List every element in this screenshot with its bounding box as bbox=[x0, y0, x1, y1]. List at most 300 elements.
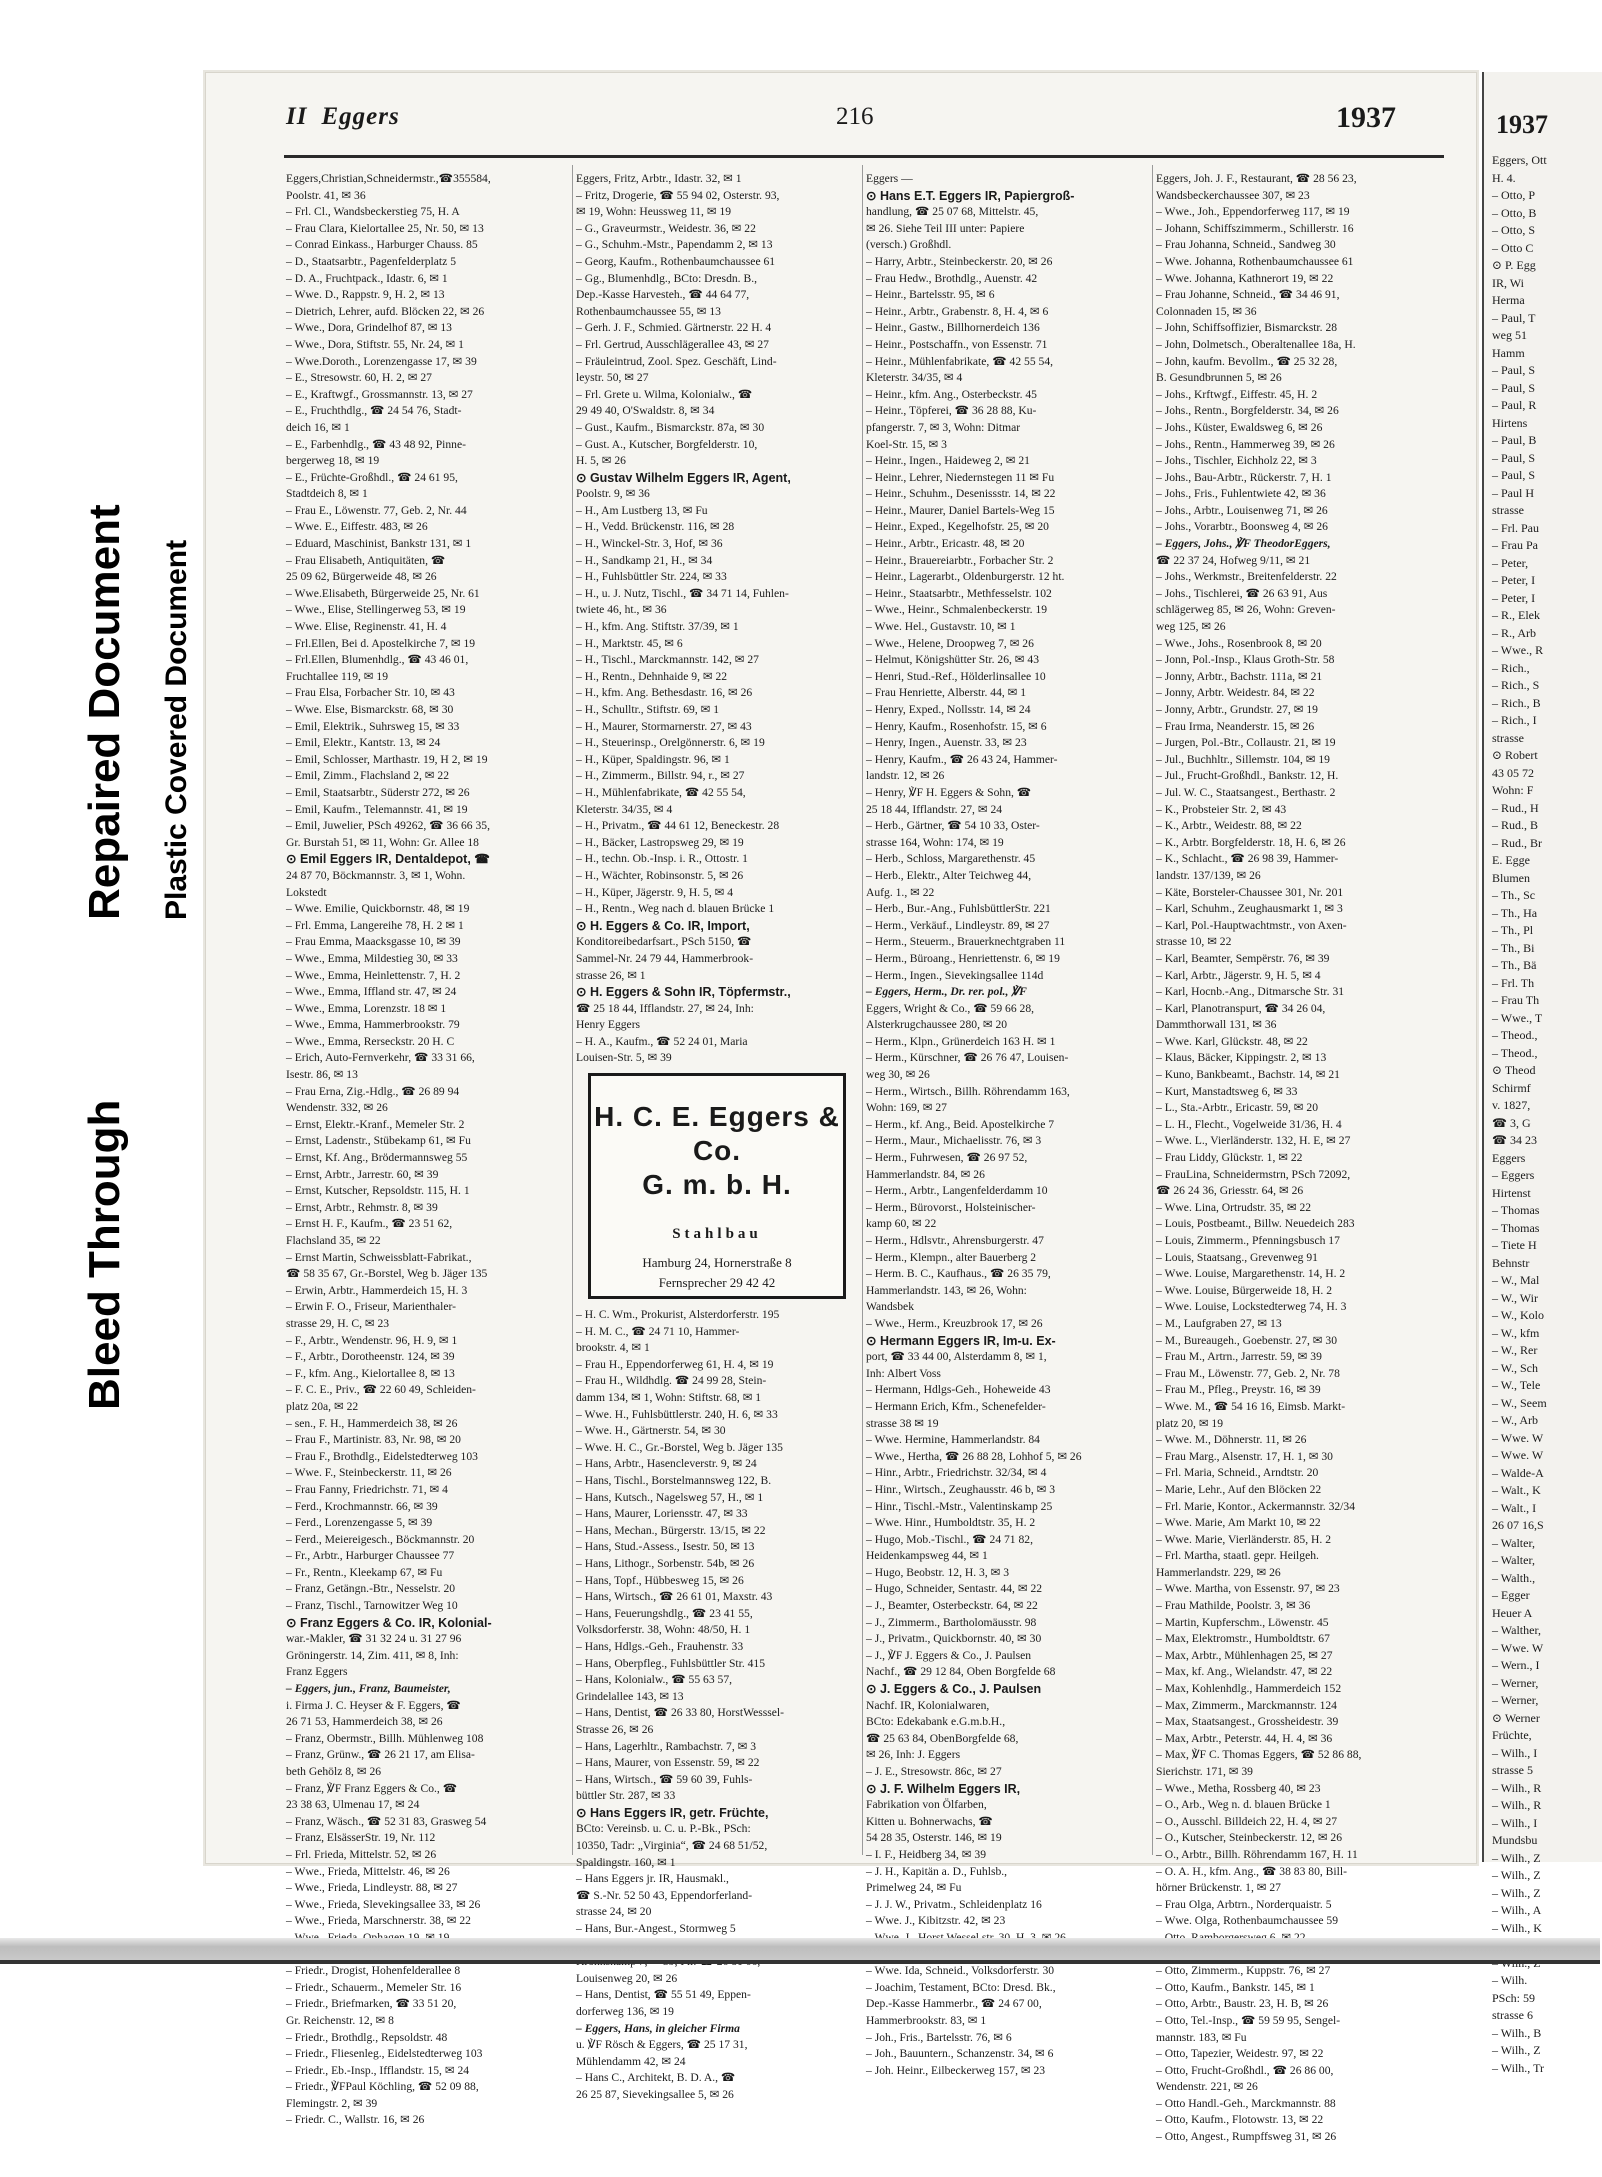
directory-entry-line: – Frau H., Eppendorferweg 61, H. 4, ✉ 19 bbox=[576, 1357, 774, 1371]
adjacent-page-line: – W., Wir bbox=[1492, 1290, 1538, 1305]
directory-entry-line: – Hermann Erich, Kfm., Schenefelder- bbox=[866, 1399, 1046, 1413]
directory-entry-line: – Max, kf. Ang., Wielandstr. 47, ✉ 22 bbox=[1156, 1665, 1333, 1679]
directory-entry-line: – Otto, Arbtr., Baustr. 23, H. B, ✉ 26 bbox=[1156, 1997, 1329, 2011]
directory-entry-line: – K., Schlacht., ☎ 26 98 39, Hammer- bbox=[1156, 852, 1339, 866]
directory-entry-line: – Ernst, Kf. Ang., Brödermannsweg 55 bbox=[286, 1151, 468, 1165]
directory-entry-line: – Frau E., Löwenstr. 77, Geb. 2, Nr. 44 bbox=[286, 503, 467, 517]
adjacent-page-line: Heuer A bbox=[1492, 1605, 1533, 1620]
directory-entry-line: – J., Beamter, Osterbeckstr. 64, ✉ 22 bbox=[866, 1599, 1038, 1613]
adjacent-page-line: Herma bbox=[1492, 293, 1525, 307]
adjacent-page-line: – Wern., I bbox=[1492, 1658, 1540, 1672]
directory-entry-line: – Erwin, Arbtr., Hammerdeich 15, H. 3 bbox=[286, 1283, 468, 1297]
directory-entry-line: – Dietrich, Lehrer, aufd. Blöcken 22, ✉ 26 bbox=[286, 304, 485, 318]
adjacent-page-line: – Wilh., Z bbox=[1492, 1850, 1541, 1865]
directory-entry-line: – Heinr., Maurer, Daniel Bartels-Weg 15 bbox=[866, 503, 1055, 517]
adjacent-page-line: – Wilh., B bbox=[1492, 2025, 1542, 2040]
adjacent-page-line: – Peter, I bbox=[1492, 573, 1536, 587]
directory-entry-line: ☎ 26 24 36, Griesstr. 64, ✉ 26 bbox=[1156, 1184, 1304, 1198]
adjacent-page-line: – Werner, bbox=[1492, 1675, 1539, 1690]
adjacent-page-line: – Rich., bbox=[1492, 660, 1530, 675]
directory-entry-line: Stadtdeich 8, ✉ 1 bbox=[286, 487, 368, 501]
directory-entry-line: Hammerbrookstr. 83, ✉ 1 bbox=[866, 2013, 987, 2027]
adjacent-page-line: ⊙ Werner bbox=[1492, 1710, 1540, 1725]
directory-entry-line: – H., kfm. Ang. Stiftstr. 37/39, ✉ 1 bbox=[576, 620, 739, 634]
adjacent-page-line: – Wilh., R bbox=[1492, 1780, 1542, 1795]
directory-entry-line: – Herm., Büroang., Henriettenstr. 6, ✉ 19 bbox=[866, 951, 1060, 965]
directory-entry-line: ☎ 25 18 44, Ifflandstr. 27, ✉ 24, Inh: bbox=[576, 1001, 754, 1015]
directory-entry-line: – H., Am Lustberg 13, ✉ Fu bbox=[576, 503, 708, 517]
directory-entry-line: ⊙ Hans E.T. Eggers IR, Papiergroß- bbox=[866, 188, 1075, 203]
directory-entry-line: – Herm., Maur., Michaelisstr. 76, ✉ 3 bbox=[866, 1134, 1042, 1148]
header-rule bbox=[284, 155, 1444, 158]
adjacent-page-line: – W., Seem bbox=[1492, 1395, 1547, 1410]
directory-entry-line: – J. E., Stresowstr. 86c, ✉ 27 bbox=[866, 1765, 1002, 1778]
directory-entry-line: – Franz, Getängn.-Btr., Nesselstr. 20 bbox=[286, 1582, 456, 1596]
directory-entry-line: – Wwe. Hermine, Hammerlandstr. 84 bbox=[866, 1433, 1040, 1447]
directory-entry-line: – Frau F., Brothdlg., Eidelstedterweg 103 bbox=[286, 1449, 478, 1463]
directory-entry-line: Grindelallee 143, ✉ 13 bbox=[576, 1689, 684, 1703]
directory-entry-line: – Wwe., Frieda, Lindleystr. 88, ✉ 27 bbox=[286, 1881, 458, 1895]
directory-entry-line: ⊙ Hans Eggers IR, getr. Früchte, bbox=[576, 1805, 769, 1820]
directory-entry-line: – Henri, Stud.-Ref., Hölderlinsallee 10 bbox=[866, 669, 1046, 683]
directory-entry-line: platz 20a, ✉ 22 bbox=[286, 1399, 359, 1413]
directory-entry-line: – O., Ausschl. Billdeich 22, H. 4, ✉ 27 bbox=[1156, 1814, 1338, 1828]
directory-entry-line: – Hans, Dentist, ☎ 55 51 49, Eppen- bbox=[576, 1988, 751, 2002]
repaired-document-label: Repaired Document bbox=[80, 504, 129, 920]
adjacent-page-line: – Otto, P bbox=[1492, 188, 1536, 202]
directory-entry-line: – Herm., Bürovorst., Holsteinischer- bbox=[866, 1200, 1036, 1214]
directory-entry-line: Flemingstr. 2, ✉ 39 bbox=[286, 2096, 378, 2110]
directory-entry-line: – Heinr., Gastw., Billhornerdeich 136 bbox=[866, 321, 1040, 335]
directory-entry-line: – O., Arb., Weg n. d. blauen Brücke 1 bbox=[1156, 1798, 1331, 1812]
directory-entry-line: – Frau Clara, Kielortallee 25, Nr. 50, ✉ 13 bbox=[286, 221, 484, 235]
directory-entry-line: – Wwe. D., Rappstr. 9, H. 2, ✉ 13 bbox=[286, 288, 445, 302]
directory-entry-line: Strasse 26, ✉ 26 bbox=[576, 1722, 654, 1736]
directory-entry-line: – Frau Marg., Alsenstr. 17, H. 1, ✉ 30 bbox=[1156, 1449, 1333, 1463]
directory-entry-line: ⊙ H. Eggers & Co. IR, Import, bbox=[576, 918, 750, 933]
directory-entry-line: – Otto, Kaufm., Bankstr. 145, ✉ 1 bbox=[1156, 1980, 1315, 1994]
directory-entry-line: ✉ 26. Siehe Teil III unter: Papiere bbox=[866, 221, 1025, 235]
directory-entry-line: – J. J. W., Privatm., Schleidenplatz 16 bbox=[866, 1897, 1042, 1911]
directory-entry-line: – Hans, Dentist, ☎ 26 33 80, HorstWesssel- bbox=[576, 1706, 785, 1720]
directory-entry-line: – Wwe. Marie, Vierländerstr. 85, H. 2 bbox=[1156, 1532, 1331, 1546]
directory-entry-line: – Wwe., Johs., Rosenbrook 8, ✉ 20 bbox=[1156, 636, 1322, 650]
column-divider bbox=[1152, 165, 1153, 1855]
adjacent-page-line: – Walther, bbox=[1492, 1623, 1541, 1637]
directory-entry-line: – Frau Mathilde, Poolstr. 3, ✉ 36 bbox=[1156, 1599, 1311, 1613]
directory-entry-line: – Emil, Staatsarbtr., Süderstr 272, ✉ 26 bbox=[286, 785, 470, 799]
directory-entry-line: – Wwe., Helene, Droopweg 7, ✉ 26 bbox=[866, 636, 1034, 650]
directory-entry-line: – Emil, Juwelier, PSch 49262, ☎ 36 66 35, bbox=[286, 819, 490, 833]
directory-entry-line: – Wwe. Martha, von Essenstr. 97, ✉ 23 bbox=[1156, 1582, 1340, 1596]
adjacent-page-line: – Wilh., I bbox=[1492, 1815, 1538, 1830]
directory-entry-line: – D., Staatsarbtr., Pagenfelderplatz 5 bbox=[286, 254, 456, 268]
directory-entry-line: – H., Privatm., ☎ 44 61 12, Beneckestr. 28 bbox=[576, 819, 780, 833]
directory-entry-line: – Henry, Kaufm., Rosenhofstr. 15, ✉ 6 bbox=[866, 719, 1047, 733]
directory-entry-line: – John, Schiffsoffizier, Bismarckstr. 28 bbox=[1156, 321, 1338, 335]
directory-entry-line: – FrauLina, Schneidermstrn, PSch 72092, bbox=[1156, 1167, 1351, 1181]
adjacent-page-line: Wohn: F bbox=[1492, 783, 1534, 797]
directory-entry-line: – O., Kutscher, Steinbeckerstr. 12, ✉ 26 bbox=[1156, 1831, 1343, 1845]
directory-entry-line: ☎ S.-Nr. 52 50 43, Eppendorferland- bbox=[576, 1888, 753, 1902]
adjacent-page-line: – Paul, S bbox=[1492, 468, 1536, 482]
directory-entry-line: – J., Privatm., Quickbornstr. 40, ✉ 30 bbox=[866, 1632, 1042, 1646]
directory-entry-line: – Hans, Topf., Hübbesweg 15, ✉ 26 bbox=[576, 1573, 744, 1587]
adjacent-page-line: – Wilh., Z bbox=[1492, 2043, 1541, 2057]
directory-entry-line: – Heinr., Schuhm., Desenissstr. 14, ✉ 22 bbox=[866, 487, 1056, 501]
directory-entry-line: – H., u. J. Nutz, Tischl., ☎ 34 71 14, Fuhlen- bbox=[576, 586, 789, 600]
adjacent-page-line: 26 07 16,S bbox=[1492, 1518, 1544, 1532]
directory-entry-line: – Friedr., Drogist, Hohenfelderallee 8 bbox=[286, 1964, 461, 1978]
adjacent-page-line: IR, Wi bbox=[1492, 275, 1524, 290]
directory-entry-line: – Gust. A., Kutscher, Borgfelderstr. 10, bbox=[576, 437, 758, 451]
directory-entry-line: ✉ 19, Wohn: Heussweg 11, ✉ 19 bbox=[576, 205, 732, 219]
directory-entry-line: – Hans, Tischl., Borstelmannsweg 122, B. bbox=[576, 1474, 772, 1487]
directory-entry-line: – Ernst Martin, Schweissblatt-Fabrikat., bbox=[286, 1250, 472, 1264]
adjacent-page-line: – Walter, bbox=[1492, 1535, 1535, 1550]
directory-entry-line: – Herb., Elektr., Alter Teichweg 44, bbox=[866, 868, 1032, 882]
directory-entry-line: weg 30, ✉ 26 bbox=[866, 1068, 930, 1082]
directory-entry-line: – Ernst, Ladenstr., Stübekamp 61, ✉ Fu bbox=[286, 1134, 471, 1148]
page-header bbox=[206, 103, 1476, 143]
directory-entry-line: – Wwe. M., Döhnerstr. 11, ✉ 26 bbox=[1156, 1433, 1307, 1447]
directory-entry-line: – Hans Eggers jr. IR, Hausmakl., bbox=[576, 1872, 729, 1886]
directory-entry-line: – Frl.Ellen, Bei d. Apostelkirche 7, ✉ 19 bbox=[286, 636, 476, 650]
adjacent-page-line: – W., kfm bbox=[1492, 1325, 1540, 1340]
directory-entry-line: – H., Mühlenfabrikate, ☎ 42 55 54, bbox=[576, 785, 746, 799]
directory-entry-line: – Kuno, Bankbeamt., Bachstr. 14, ✉ 21 bbox=[1156, 1068, 1340, 1082]
directory-entry-line: twiete 46, ht., ✉ 36 bbox=[576, 603, 667, 617]
directory-entry-line: – F. C. E., Priv., ☎ 22 60 49, Schleiden- bbox=[286, 1383, 476, 1397]
directory-entry-line: – Henry, ℣F H. Eggers & Sohn, ☎ bbox=[866, 785, 1032, 799]
directory-entry-line: – Heinr., Postschaffn., von Essenstr. 71 bbox=[866, 337, 1048, 351]
directory-entry-line: – H., Maurer, Stormarnerstr. 27, ✉ 43 bbox=[576, 719, 752, 733]
adjacent-page-line: – Paul H bbox=[1492, 485, 1534, 500]
directory-entry-line: – Karl, Planotranspurt, ☎ 34 26 04, bbox=[1156, 1001, 1326, 1015]
directory-entry-line: – Herm., Fuhrwesen, ☎ 26 97 52, bbox=[866, 1151, 1028, 1165]
directory-entry-line: – I. F., Heidberg 34, ✉ 39 bbox=[866, 1847, 986, 1861]
adjacent-page-line: – Thomas bbox=[1492, 1220, 1540, 1235]
directory-entry-line: Aufg. 1., ✉ 22 bbox=[866, 885, 935, 899]
directory-entry-line: – Wwe., Emma, Mildestieg 30, ✉ 33 bbox=[286, 951, 458, 965]
directory-entry-line: – Herm., Klempn., alter Bauerberg 2 bbox=[866, 1250, 1037, 1264]
directory-entry-line: – Franz, ElsässerStr. 19, Nr. 112 bbox=[286, 1831, 436, 1845]
directory-entry-line: damm 134, ✉ 1, Wohn: Stiftstr. 68, ✉ 1 bbox=[576, 1391, 762, 1405]
directory-entry-line: – L. H., Flecht., Vogelweide 31/36, H. 4 bbox=[1156, 1117, 1342, 1131]
adjacent-page-line: – Thomas bbox=[1492, 1203, 1540, 1217]
directory-entry-line: beth Gehölz 8, ✉ 26 bbox=[286, 1765, 382, 1778]
adjacent-page-line: – Frl. Th bbox=[1492, 975, 1535, 990]
ad-address: Hamburg 24, Hornerstraße 8 bbox=[642, 1255, 792, 1271]
directory-entry-line: – Ernst, Elektr.-Kranf., Memeler Str. 2 bbox=[286, 1117, 465, 1131]
directory-entry-line: – Heinr., kfm. Ang., Osterbeckstr. 45 bbox=[866, 387, 1037, 401]
adjacent-page-line: Hirtens bbox=[1492, 415, 1528, 430]
directory-entry-line: ⊙ Emil Eggers IR, Dentaldepot, ☎ bbox=[286, 852, 490, 867]
directory-entry-line: – Johs., Vorarbtr., Boonsweg 4, ✉ 26 bbox=[1156, 520, 1328, 534]
directory-entry-line: Rothenbaumchaussee 55, ✉ 13 bbox=[576, 304, 721, 318]
directory-entry-line: – Emil, Kaufm., Telemannstr. 41, ✉ 19 bbox=[286, 802, 468, 816]
directory-entry-line: – Wwe., Heinr., Schmalenbeckerstr. 19 bbox=[866, 603, 1048, 617]
directory-entry-line: strasse 26, ✉ 1 bbox=[576, 968, 646, 982]
adjacent-page-line: – Paul, T bbox=[1492, 310, 1536, 325]
directory-entry-line: u. ℣F Rösch & Eggers, ☎ 25 17 31, bbox=[576, 2038, 748, 2052]
directory-entry-line: – Heinr., Töpferei, ☎ 36 28 88, Ku- bbox=[866, 404, 1037, 418]
directory-entry-line: Dep.-Kasse Harvesteh., ☎ 44 64 77, bbox=[576, 288, 750, 302]
section-number: II bbox=[286, 103, 308, 130]
adjacent-page-line: – W., Mal bbox=[1492, 1273, 1540, 1287]
directory-entry-line: bergerweg 18, ✉ 19 bbox=[286, 454, 380, 468]
directory-entry-line: port, ☎ 33 44 00, Alsterdamm 8, ✉ 1, bbox=[866, 1350, 1047, 1364]
directory-entry-line: Gröningerstr. 14, Zim. 411, ✉ 8, Inh: bbox=[286, 1648, 459, 1662]
directory-entry-line: – Heinr., Exped., Kegelhofstr. 25, ✉ 20 bbox=[866, 520, 1049, 534]
directory-entry-line: Kleterstr. 34/35, ✉ 4 bbox=[576, 802, 673, 816]
directory-entry-line: – Herm. B. C., Kaufhaus., ☎ 26 35 79, bbox=[866, 1267, 1051, 1281]
directory-entry-line: pfangerstr. 7, ✉ 3, Wohn: Ditmar bbox=[866, 420, 1021, 434]
directory-entry-line: BCto: Edekabank e.G.m.b.H., bbox=[866, 1715, 1006, 1729]
directory-entry-line: – O. A. H., kfm. Ang., ☎ 38 83 80, Bill- bbox=[1156, 1864, 1347, 1878]
directory-entry-line: – Frau M., Pfleg., Preystr. 16, ✉ 39 bbox=[1156, 1383, 1321, 1397]
directory-entry-line: – Joh. Heinr., Eilbeckerweg 157, ✉ 23 bbox=[866, 2063, 1046, 2077]
directory-entry-line: – Otto, Tapezier, Weidestr. 97, ✉ 22 bbox=[1156, 2047, 1324, 2061]
directory-entry-line: – Martin, Kupferschm., Löwenstr. 45 bbox=[1156, 1615, 1329, 1629]
scanner-edge-line bbox=[0, 1960, 1600, 1964]
page-number: 216 bbox=[836, 103, 874, 130]
directory-entry-line: – Otto, Angest., Rumpffsweg 31, ✉ 26 bbox=[1156, 2130, 1337, 2144]
directory-entry-line: Gr. Reichenstr. 12, ✉ 8 bbox=[286, 2013, 394, 2027]
adjacent-page-line: Mundsbu bbox=[1492, 1833, 1538, 1847]
adjacent-page-line: PSch: 59 bbox=[1492, 1990, 1536, 2005]
directory-entry-line: – H., Tischl., Marckmannstr. 142, ✉ 27 bbox=[576, 653, 759, 667]
directory-entry-line: – Emil, Zimm., Flachsland 2, ✉ 22 bbox=[286, 769, 449, 783]
directory-entry-line: 24 87 70, Böckmannstr. 3, ✉ 1, Wohn. bbox=[286, 868, 466, 882]
directory-entry-line: – Eggers, Johs., ℣F TheodorEggers, bbox=[1156, 537, 1331, 551]
adjacent-page-line: – Werner, bbox=[1492, 1693, 1539, 1707]
directory-entry-line: Flachsland 35, ✉ 22 bbox=[286, 1234, 381, 1247]
directory-entry-line: Kleterstr. 34/35, ✉ 4 bbox=[866, 371, 963, 385]
directory-entry-line: – Heinr., Lagerarbt., Oldenburgerstr. 12 ht. bbox=[866, 570, 1065, 584]
directory-entry-line: – Wwe. H. C., Gr.-Borstel, Weg b. Jäger 135 bbox=[576, 1440, 783, 1454]
directory-entry-line: – H. M. C., ☎ 24 71 10, Hammer- bbox=[576, 1324, 740, 1338]
directory-entry-line: Spaldingstr. 160, ✉ 1 bbox=[576, 1855, 676, 1869]
adjacent-page-line: – Rich., I bbox=[1492, 713, 1537, 727]
adjacent-page-line: – Wilh., I bbox=[1492, 1745, 1538, 1760]
directory-entry-line: – John, Dolmetsch., Oberaltenallee 18a, H. bbox=[1156, 337, 1356, 351]
directory-entry-line: – D. A., Fruchtpack., Idastr. 6, ✉ 1 bbox=[286, 271, 448, 285]
directory-entry-line: – Johs., Rentn., Borgfelderstr. 34, ✉ 26 bbox=[1156, 404, 1339, 418]
directory-entry-line: – Frl.Ellen, Blumenhdlg., ☎ 43 46 01, bbox=[286, 653, 469, 667]
directory-entry-line: Kitten u. Bohnerwachs, ☎ bbox=[866, 1814, 993, 1828]
directory-entry-line: – Wwe., Frieda, Mittelstr. 46, ✉ 26 bbox=[286, 1864, 450, 1878]
directory-entry-line: – Wwe.Elisabeth, Bürgerweide 25, Nr. 61 bbox=[286, 586, 480, 600]
directory-entry-line: – Max, Staatsangest., Grossheidestr. 39 bbox=[1156, 1715, 1339, 1729]
adjacent-page-line: – Wilh., K bbox=[1492, 1920, 1542, 1935]
directory-entry-line: Poolstr. 41, ✉ 36 bbox=[286, 188, 366, 202]
directory-entry-line: – Hans, Maurer, von Essenstr. 59, ✉ 22 bbox=[576, 1756, 760, 1770]
directory-entry-line: Franz Eggers bbox=[286, 1665, 348, 1679]
directory-entry-line: – Joachim, Testament, BCto: Dresd. Bk., bbox=[866, 1980, 1056, 1994]
directory-entry-line: – Franz, ℣F Franz Eggers & Co., ☎ bbox=[286, 1781, 458, 1795]
directory-entry-line: strasse 24, ✉ 20 bbox=[576, 1905, 652, 1919]
adjacent-page-line: – W., Arb bbox=[1492, 1413, 1539, 1427]
adjacent-page-line: – Theod., bbox=[1492, 1045, 1538, 1060]
directory-entry-line: – Wwe., Emma, Hammerbrookstr. 79 bbox=[286, 1018, 460, 1032]
directory-entry-line: – Frl. Grete u. Wilma, Kolonialw., ☎ bbox=[576, 387, 753, 401]
directory-entry-line: – Herb., Bur.-Ang., FuhlsbüttlerStr. 221 bbox=[866, 902, 1051, 916]
adjacent-page-line: – Wwe. W bbox=[1492, 1430, 1544, 1445]
directory-entry-line: Eggers, Wright & Co., ☎ 59 66 28, bbox=[866, 1001, 1035, 1015]
directory-entry-line: – Jonn, Pol.-Insp., Klaus Groth-Str. 58 bbox=[1156, 653, 1335, 667]
directory-entry-line: – Frau M., Löwenstr. 77, Geb. 2, Nr. 78 bbox=[1156, 1366, 1340, 1380]
directory-entry-line: – Wwe. Hel., Gustavstr. 10, ✉ 1 bbox=[866, 620, 1016, 634]
directory-entry-line: – John, kaufm. Bevollm., ☎ 25 32 28, bbox=[1156, 354, 1338, 368]
adjacent-page-line: Eggers bbox=[1492, 1150, 1526, 1165]
adjacent-page-line: – Walt., K bbox=[1492, 1483, 1541, 1497]
directory-entry-line: – Louis, Postbeamt., Billw. Neuedeich 283 bbox=[1156, 1217, 1355, 1231]
directory-entry-line: – Jonny, Arbtr., Bachstr. 111a, ✉ 21 bbox=[1156, 669, 1323, 683]
directory-entry-line: – Frau Olga, Arbtrn., Norderquaistr. 5 bbox=[1156, 1897, 1332, 1911]
adjacent-page-line: – Th., Pl bbox=[1492, 923, 1534, 937]
directory-entry-line: – Wwe. Johanna, Rothenbaumchaussee 61 bbox=[1156, 254, 1354, 268]
directory-entry-line: – Henry, Ingen., Auenstr. 33, ✉ 23 bbox=[866, 736, 1027, 750]
ad-title-line-2: G. m. b. H. bbox=[642, 1169, 792, 1201]
adjacent-page-line: – Frau Th bbox=[1492, 993, 1540, 1007]
directory-entry-line: – H., Rentn., Dehnhaide 9, ✉ 22 bbox=[576, 669, 728, 683]
directory-entry-line: Gr. Burstah 51, ✉ 11, Wohn: Gr. Allee 18 bbox=[286, 835, 479, 849]
directory-entry-line: brookstr. 4, ✉ 1 bbox=[576, 1341, 650, 1355]
side-labels bbox=[40, 380, 210, 1430]
directory-entry-line: – H., Sandkamp 21, H., ✉ 34 bbox=[576, 553, 713, 567]
adjacent-page-line: – Paul, S bbox=[1492, 380, 1536, 395]
directory-entry-line: Wandsbek bbox=[866, 1300, 915, 1314]
directory-entry-line: platz 20, ✉ 19 bbox=[1156, 1416, 1224, 1430]
directory-entry-line: deich 16, ✉ 1 bbox=[286, 420, 350, 434]
directory-entry-line: – Wwe. Elise, Reginenstr. 41, H. 4 bbox=[286, 620, 447, 634]
directory-entry-line: – Frau Elisabeth, Antiquitäten, ☎ bbox=[286, 553, 446, 567]
directory-entry-line: – Karl, Schuhm., Zeughausmarkt 1, ✉ 3 bbox=[1156, 902, 1343, 916]
directory-entry-line: – Frau Liddy, Glückstr. 1, ✉ 22 bbox=[1156, 1151, 1303, 1165]
directory-entry-line: – Hans, Lithogr., Sorbenstr. 54b, ✉ 26 bbox=[576, 1556, 755, 1570]
directory-entry-line: – E., Stresowstr. 60, H. 2, ✉ 27 bbox=[286, 371, 432, 385]
directory-entry-line: – O., Arbtr., Billh. Röhrendamm 167, H. 11 bbox=[1156, 1847, 1358, 1861]
directory-entry-line: – Jul., Frucht-Großhdl., Bankstr. 12, H. bbox=[1156, 769, 1339, 783]
directory-entry-line: – Gerh. J. F., Schmied. Gärtnerstr. 22 H. 4 bbox=[576, 321, 772, 335]
directory-entry-line: Mühlendamm 42, ✉ 24 bbox=[576, 2054, 686, 2068]
directory-entry-line: – Frau Henriette, Alberstr. 44, ✉ 1 bbox=[866, 686, 1027, 700]
directory-entry-line: – Wwe., Emma, Lorenzstr. 18 ✉ 1 bbox=[286, 1001, 447, 1015]
directory-entry-line: – Louis, Zimmerm., Pfenningsbusch 17 bbox=[1156, 1234, 1340, 1247]
directory-entry-line: – Herm., Arbtr., Langenfelderdamm 10 bbox=[866, 1184, 1048, 1198]
directory-entry-line: – Frl. Marie, Kontor., Ackermannstr. 32/34 bbox=[1156, 1499, 1356, 1513]
directory-entry-line: Louisenweg 20, ✉ 26 bbox=[576, 1971, 678, 1985]
directory-entry-line: – Johs., Rentn., Hammerweg 39, ✉ 26 bbox=[1156, 437, 1335, 451]
directory-entry-line: – Wwe. Ida, Schneid., Volksdorferstr. 30 bbox=[866, 1964, 1055, 1978]
directory-entry-line: – Wwe., Frieda, Slevekingsallee 33, ✉ 26 bbox=[286, 1897, 481, 1911]
directory-entry-line: – M., Laufgraben 27, ✉ 13 bbox=[1156, 1316, 1282, 1330]
directory-entry-line: – H., Rentn., Weg nach d. blauen Brücke 1 bbox=[576, 902, 775, 916]
directory-entry-line: – Eduard, Maschinist, Bankstr 131, ✉ 1 bbox=[286, 537, 472, 551]
adjacent-page-line: – Wilh., Z bbox=[1492, 1885, 1541, 1900]
directory-entry-line: Eggers — bbox=[866, 172, 913, 185]
directory-entry-line: – Wwe., Frieda, Marschnerstr. 38, ✉ 22 bbox=[286, 1914, 471, 1928]
adjacent-page-line: – Otto, S bbox=[1492, 223, 1536, 237]
directory-entry-line: – H. C. Wm., Prokurist, Alsterdorferstr. 195 bbox=[576, 1308, 780, 1322]
directory-entry-line: – Hinr., Wirtsch., Zeughausstr. 46 b, ✉ 3 bbox=[866, 1482, 1056, 1496]
directory-entry-line: – K., Probsteier Str. 2, ✉ 43 bbox=[1156, 802, 1287, 816]
directory-entry-line: – Helmut, Königshütter Str. 26, ✉ 43 bbox=[866, 653, 1039, 667]
directory-entry-line: – Wwe. Johanna, Kathnerort 19, ✉ 22 bbox=[1156, 271, 1334, 285]
adjacent-page-line: – Paul, B bbox=[1492, 433, 1537, 447]
directory-entry-line: – Hans, Feuerungshdlg., ☎ 23 41 55, bbox=[576, 1606, 753, 1620]
directory-entry-line: – Frau Johanna, Schneid., Sandweg 30 bbox=[1156, 238, 1336, 252]
directory-entry-line: ⊙ J. F. Wilhelm Eggers IR, bbox=[866, 1781, 1021, 1796]
directory-entry-line: – Ernst H. F., Kaufm., ☎ 23 51 62, bbox=[286, 1217, 453, 1231]
directory-entry-line: – Hans, Mechan., Bürgerstr. 13/15, ✉ 22 bbox=[576, 1523, 766, 1537]
directory-entry-line: – Max, Kohlenhdlg., Hammerdeich 152 bbox=[1156, 1682, 1342, 1696]
directory-entry-line: – K., Arbtr., Weidestr. 88, ✉ 22 bbox=[1156, 819, 1302, 833]
scanner-edge-band bbox=[0, 1938, 1600, 1960]
surname-heading: Eggers bbox=[321, 103, 400, 130]
directory-entry-line: Fruchtallee 119, ✉ 19 bbox=[286, 669, 389, 683]
directory-entry-line: – Hans, Wirtsch., ☎ 59 60 39, Fuhls- bbox=[576, 1772, 753, 1786]
directory-entry-line: Poolstr. 9, ✉ 36 bbox=[576, 487, 650, 501]
directory-entry-line: – Jonny, Arbtr., Grundstr. 27, ✉ 19 bbox=[1156, 703, 1318, 716]
directory-entry-line: Koel-Str. 15, ✉ 3 bbox=[866, 437, 947, 451]
directory-entry-line: – Johs., Küster, Ewaldsweg 6, ✉ 26 bbox=[1156, 420, 1323, 434]
directory-entry-line: ⊙ Franz Eggers & Co. IR, Kolonial- bbox=[286, 1615, 492, 1630]
directory-entry-line: – Herb., Schloss, Margarethenstr. 45 bbox=[866, 852, 1036, 866]
adjacent-page-line: 43 05 72 bbox=[1492, 765, 1534, 780]
directory-entry-line: – Hans, Kolonialw., ☎ 55 63 57, bbox=[576, 1673, 733, 1687]
directory-entry-line: – Johs., Werkmstr., Breitenfelderstr. 22 bbox=[1156, 570, 1337, 584]
adjacent-page-line: – Wilh., Z bbox=[1492, 1868, 1541, 1882]
directory-entry-line: – Ernst, Arbtr., Rehmstr. 8, ✉ 39 bbox=[286, 1200, 438, 1214]
directory-entry-line: – Hans, Maurer, Loriensstr. 47, ✉ 33 bbox=[576, 1507, 748, 1521]
directory-entry-line: – H., techn. Ob.-Insp. i. R., Ottostr. 1 bbox=[576, 852, 748, 866]
directory-entry-line: – Ferd., Lorenzengasse 5, ✉ 39 bbox=[286, 1516, 433, 1530]
adjacent-page-line: – R., Elek bbox=[1492, 608, 1540, 622]
directory-entry-line: – H. A., Kaufm., ☎ 52 24 01, Maria bbox=[576, 1034, 748, 1048]
directory-entry-line: – Franz, Tischl., Tarnowitzer Weg 10 bbox=[286, 1599, 458, 1613]
adjacent-page-line: – Wwe., T bbox=[1492, 1010, 1543, 1025]
directory-entry-line: – H., Küper, Spaldingstr. 96, ✉ 1 bbox=[576, 752, 730, 766]
directory-entry-line: – Johs., Arbtr., Louisenweg 71, ✉ 26 bbox=[1156, 503, 1328, 517]
directory-entry-line: Eggers, Fritz, Arbtr., Idastr. 32, ✉ 1 bbox=[576, 172, 742, 185]
directory-entry-line: – G., Schuhm.-Mstr., Papendamm 2, ✉ 13 bbox=[576, 238, 773, 252]
column-4 bbox=[1156, 171, 1436, 2144]
directory-entry-line: ✉ 26, Inh: J. Eggers bbox=[866, 1748, 961, 1762]
directory-entry-line: – Wwe., Emma, Iffland str. 47, ✉ 24 bbox=[286, 985, 457, 999]
directory-entry-line: ⊙ Hermann Eggers IR, Im-u. Ex- bbox=[866, 1333, 1056, 1348]
directory-entry-line: – Wwe. Hinr., Humboldtstr. 35, H. 2 bbox=[866, 1516, 1036, 1530]
directory-entry-line: Hammerlandstr. 229, ✉ 26 bbox=[1156, 1565, 1281, 1579]
directory-entry-line: – J., Zimmerm., Bartholomäusstr. 98 bbox=[866, 1615, 1037, 1629]
directory-entry-line: – Max, Arbtr., Peterstr. 44, H. 4, ✉ 36 bbox=[1156, 1731, 1333, 1745]
directory-entry-line: – Hans, Arbtr., Hasencleverstr. 9, ✉ 24 bbox=[576, 1457, 757, 1471]
directory-entry-line: – Wwe. F., Steinbeckerstr. 11, ✉ 26 bbox=[286, 1466, 452, 1480]
directory-entry-line: – Frau Hedw., Brothdlg., Auenstr. 42 bbox=[866, 271, 1038, 285]
directory-entry-line: – Frl. Maria, Schneid., Arndtstr. 20 bbox=[1156, 1466, 1319, 1480]
directory-entry-line: kamp 60, ✉ 22 bbox=[866, 1217, 937, 1231]
directory-entry-line: – Wwe. Lina, Ortrudstr. 35, ✉ 22 bbox=[1156, 1200, 1312, 1214]
directory-entry-line: – H., Küper, Jägerstr. 9, H. 5, ✉ 4 bbox=[576, 885, 734, 899]
column-3 bbox=[866, 171, 1146, 2077]
directory-entry-line: – Wwe. E., Eiffestr. 483, ✉ 26 bbox=[286, 520, 428, 534]
directory-entry-line: – Johs., Fris., Fuhlentwiete 42, ✉ 36 bbox=[1156, 487, 1326, 501]
directory-entry-line: – Joh., Bauuntern., Schanzenstr. 34, ✉ 6 bbox=[866, 2047, 1054, 2061]
directory-entry-line: 25 18 44, Ifflandstr. 27, ✉ 24 bbox=[866, 802, 1003, 816]
adjacent-page-line: Hamm bbox=[1492, 345, 1525, 360]
directory-entry-line: – Herm., Ingen., Sievekingsallee 114d bbox=[866, 968, 1044, 982]
